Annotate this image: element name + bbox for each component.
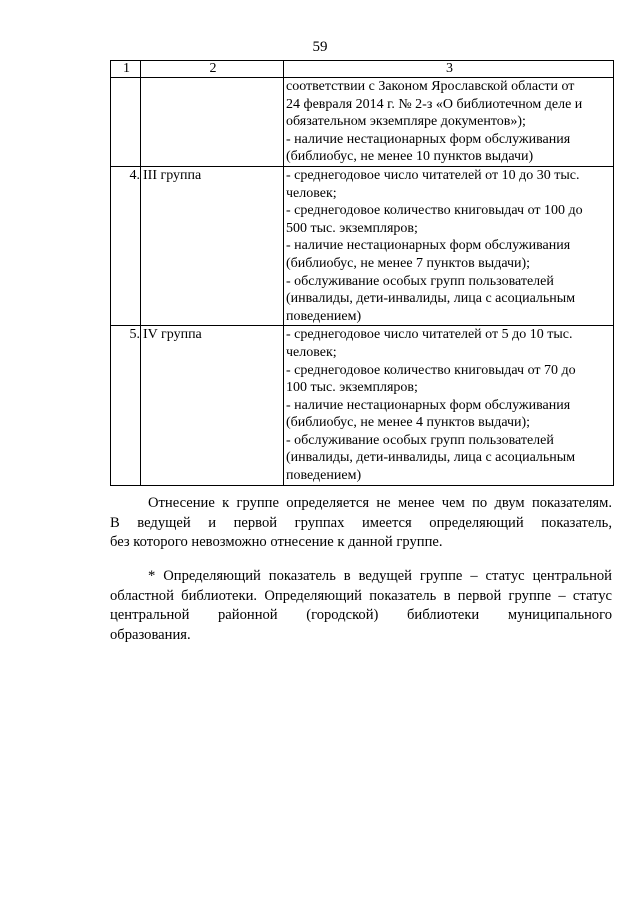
criteria-line: - среднегодовое число читателей от 10 до 30 тыс.	[286, 167, 580, 183]
column-header-3: 3	[284, 61, 614, 78]
paragraph-line: без которого невозможно отнесение к данной группе.	[110, 534, 443, 550]
group-criteria	[284, 78, 614, 167]
criteria-line: соответствии с Законом Ярославской области от	[286, 79, 575, 94]
footnote-paragraph	[110, 567, 612, 645]
criteria-line: человек;	[286, 185, 337, 201]
criteria-line: - среднегодовое число читателей от 5 до 10 тыс.	[286, 327, 573, 343]
paragraph-line: В ведущей и первой группах имеется определяющий показатель,	[110, 514, 612, 531]
paragraph-line: областной библиотеки. Определяющий показатель в первой группе – статус	[110, 587, 612, 604]
group-criteria	[284, 326, 614, 485]
paragraph-line: Отнесение к группе определяется не менее чем по двум показателям.	[148, 495, 612, 511]
criteria-line: человек;	[286, 344, 337, 360]
groups-table	[110, 60, 614, 486]
table-row	[111, 78, 614, 167]
criteria-line: - наличие нестационарных форм обслуживания	[286, 131, 571, 147]
criteria-line: 24 февраля 2014 г. № 2-з «О библиотечном деле и	[286, 96, 583, 112]
group-criteria	[284, 166, 614, 325]
table-row	[111, 326, 614, 485]
column-header-2: 2	[141, 61, 284, 78]
criteria-line: - среднегодовое количество книговыдач от 70 до	[286, 362, 576, 378]
criteria-line: поведением)	[286, 468, 362, 484]
table-header-row	[111, 61, 614, 78]
criteria-line: (инвалиды, дети-инвалиды, лица с асоциальным	[286, 450, 576, 466]
criteria-line: - наличие нестационарных форм обслуживания	[286, 397, 571, 413]
criteria-line: - среднегодовое количество книговыдач от 100 до	[286, 203, 583, 219]
criteria-line: поведением)	[286, 308, 362, 324]
paragraph-line: центральной районной (городской) библиотеки муниципального	[110, 607, 612, 623]
criteria-line: (библиобус, не менее 4 пунктов выдачи);	[286, 415, 531, 431]
criteria-line: 100 тыс. экземпляров;	[286, 380, 418, 396]
criteria-line: - обслуживание особых групп пользователей	[286, 432, 554, 448]
paragraph-line: * Определяющий показатель в ведущей группе – статус центральной	[148, 568, 612, 584]
criteria-line: - обслуживание особых групп пользователей	[286, 273, 554, 289]
group-name: III группа	[141, 166, 284, 325]
criteria-line: - наличие нестационарных форм обслуживания	[286, 238, 571, 254]
row-number: 4.	[111, 166, 141, 325]
criteria-line: (библиобус, не менее 10 пунктов выдачи)	[286, 149, 534, 165]
group-name	[141, 78, 284, 167]
criteria-line: 500 тыс. экземпляров;	[286, 220, 418, 236]
row-number: 5.	[111, 326, 141, 485]
criteria-line: (инвалиды, дети-инвалиды, лица с асоциальным	[286, 291, 576, 307]
group-name: IV группа	[141, 326, 284, 485]
column-header-1: 1	[111, 61, 141, 78]
criteria-line: обязательном экземпляре документов»);	[286, 114, 526, 130]
table-row	[111, 166, 614, 325]
criteria-line: (библиобус, не менее 7 пунктов выдачи);	[286, 255, 531, 271]
group-assignment-paragraph	[110, 494, 612, 553]
page-number: 59	[312, 39, 328, 55]
paragraph-line: образования.	[110, 626, 191, 643]
row-number	[111, 78, 141, 167]
